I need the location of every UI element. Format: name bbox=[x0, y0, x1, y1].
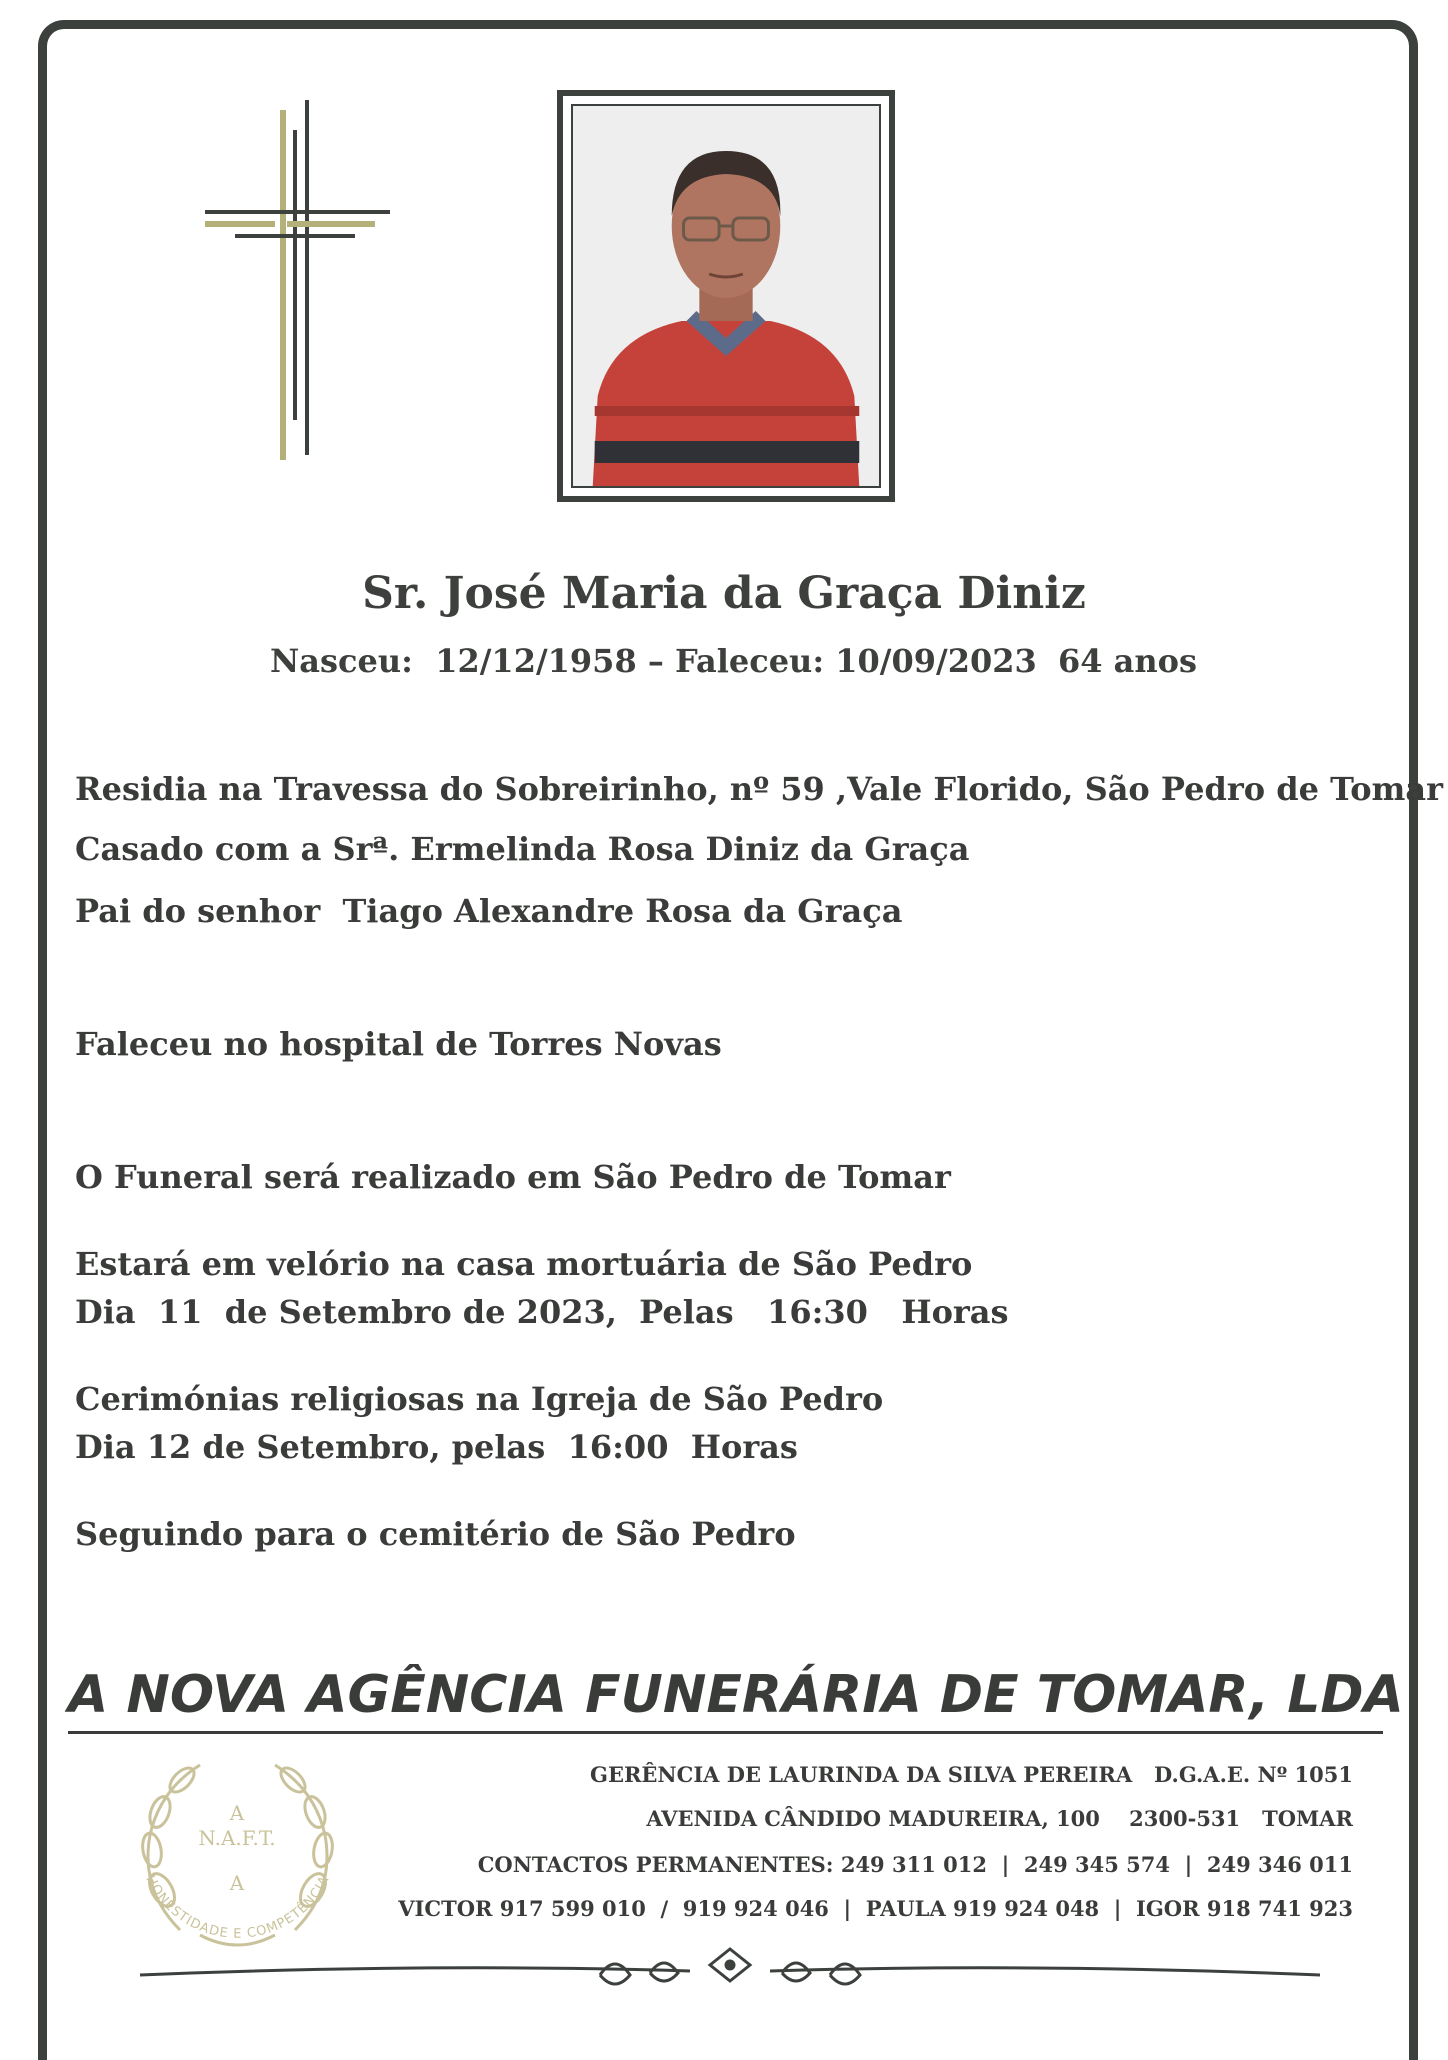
seal-acronym: N.A.F.T. bbox=[198, 1826, 276, 1850]
child-text: Pai do senhor Tiago Alexandre Rosa da Graça bbox=[75, 892, 903, 930]
wake-text-line1: Estará em velório na casa mortuária de São Pedro bbox=[75, 1245, 973, 1283]
spouse-text: Casado com a Srª. Ermelinda Rosa Diniz da Graça bbox=[75, 830, 970, 868]
life-dates: Nasceu: 12/12/1958 – Faleceu: 10/09/2023 bbox=[270, 642, 1037, 680]
residence-text: Residia na Travessa do Sobreirinho, nº 59 ,Vale Florido, São Pedro de Tomar bbox=[75, 770, 1443, 808]
portrait-photo bbox=[571, 104, 881, 488]
portrait-frame bbox=[557, 90, 895, 502]
place-of-death-text: Faleceu no hospital de Torres Novas bbox=[75, 1025, 722, 1063]
ceremony-text-line2: Dia 12 de Setembro, pelas 16:00 Horas bbox=[75, 1428, 798, 1466]
deceased-name: Sr. José Maria da Graça Diniz bbox=[362, 568, 1086, 619]
cross-icon bbox=[205, 100, 390, 470]
agency-seal-icon bbox=[120, 1740, 355, 1965]
agency-address: AVENIDA CÂNDIDO MADUREIRA, 100 2300-531 TOMAR bbox=[646, 1806, 1353, 1831]
ceremony-text-line1: Cerimónias religiosas na Igreja de São Pedro bbox=[75, 1380, 884, 1418]
agency-mobiles: VICTOR 917 599 010 / 919 924 046 | PAULA 919 924 048 | IGOR 918 741 923 bbox=[398, 1896, 1353, 1921]
funeral-text: O Funeral será realizado em São Pedro de Tomar bbox=[75, 1158, 951, 1196]
agency-contacts: CONTACTOS PERMANENTES: 249 311 012 | 249 345 574 | 249 346 011 bbox=[477, 1852, 1353, 1877]
agency-name: A NOVA AGÊNCIA FUNERÁRIA DE TOMAR, LDA bbox=[68, 1665, 1383, 1734]
seal-top-letter: A bbox=[229, 1801, 245, 1825]
seal-bottom-letter: A bbox=[229, 1871, 245, 1895]
agency-management: GERÊNCIA DE LAURINDA DA SILVA PEREIRA D.G.A.E. Nº 1051 bbox=[590, 1762, 1353, 1787]
cemetery-text: Seguindo para o cemitério de São Pedro bbox=[75, 1515, 796, 1553]
wake-text-line2: Dia 11 de Setembro de 2023, Pelas 16:30 Horas bbox=[75, 1293, 1009, 1331]
seal-motto: HONESTIDADE E COMPETÊNCIA bbox=[142, 1873, 333, 1942]
ornament-divider-icon bbox=[130, 1935, 1330, 2005]
age: 64 anos bbox=[1058, 642, 1198, 680]
